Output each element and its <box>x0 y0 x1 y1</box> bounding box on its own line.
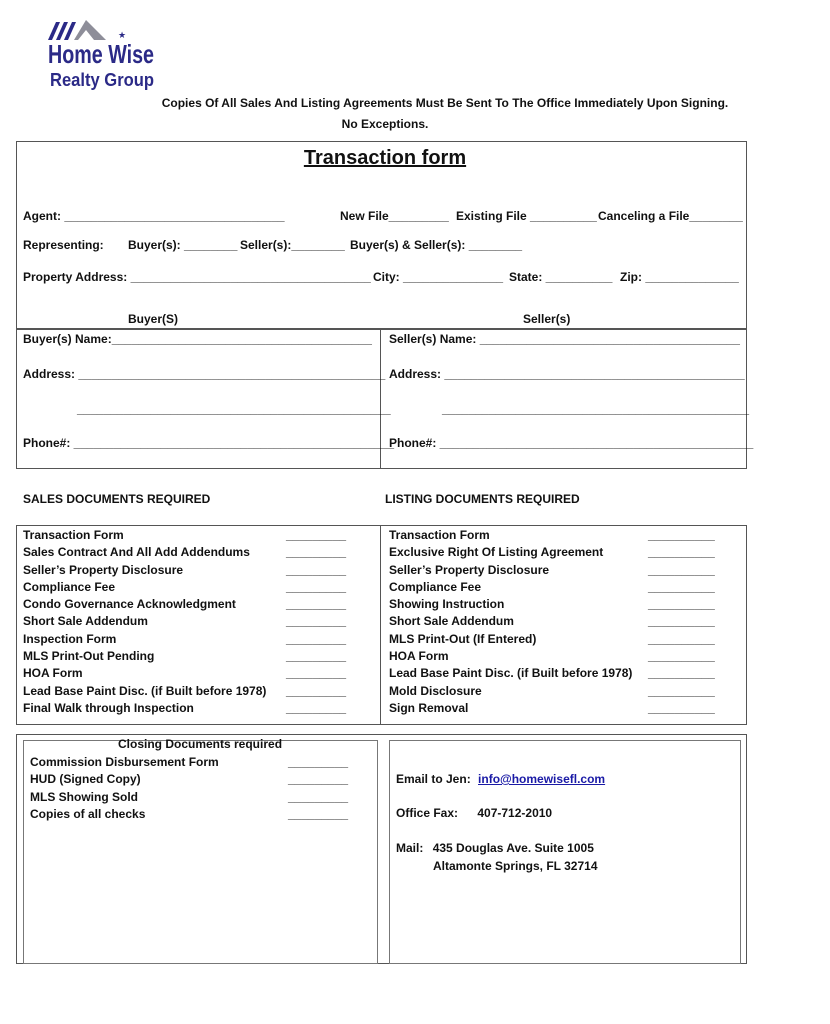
notice-line-2: No Exceptions. <box>341 117 429 131</box>
agent-field[interactable]: Agent: _________________________________ <box>23 209 285 223</box>
list-item: HOA Form <box>389 649 449 664</box>
checkoff-blank[interactable]: _________ <box>286 597 347 612</box>
checkoff-blank[interactable]: __________ <box>648 631 715 646</box>
list-item: Seller’s Property Disclosure <box>23 562 184 577</box>
sales-docs-blanks <box>286 527 346 717</box>
checkoff-blank[interactable]: _________ <box>288 772 349 787</box>
email-label: Email to Jen: <box>396 772 471 786</box>
checkoff-blank[interactable]: _________ <box>286 700 347 715</box>
checkoff-blank[interactable]: _________ <box>286 545 347 560</box>
buyer-name-field[interactable]: Buyer(s) Name:_______________________________________ <box>23 332 372 346</box>
list-item: HUD (Signed Copy) <box>30 772 141 787</box>
seller-phone-field[interactable]: Phone#: _______________________________________________ <box>389 436 754 450</box>
buyer-heading: Buyer(S) <box>128 312 179 326</box>
company-logo <box>48 18 158 94</box>
fax-row <box>396 806 552 820</box>
list-item: Condo Governance Acknowledgment <box>23 597 236 612</box>
representing-both-field[interactable]: Buyer(s) & Seller(s): ________ <box>350 238 523 252</box>
list-item: Copies of all checks <box>30 806 146 821</box>
checkoff-blank[interactable]: __________ <box>648 666 715 681</box>
checkoff-blank[interactable]: _________ <box>286 666 347 681</box>
list-item: Showing Instruction <box>389 597 505 612</box>
checkoff-blank[interactable]: __________ <box>648 700 715 715</box>
checkoff-blank[interactable]: __________ <box>648 528 715 542</box>
closing-docs-heading: Closing Documents required <box>118 737 283 751</box>
city-field[interactable]: City: _______________ <box>373 270 504 284</box>
buyer-address-field[interactable]: Address: ______________________________________________ <box>23 367 386 381</box>
checkoff-blank[interactable]: _________ <box>286 614 347 629</box>
form-title: Transaction form <box>303 147 467 169</box>
notice-line-1: Copies Of All Sales And Listing Agreements Must Be Sent To The Office Immediately Upon Signing. <box>161 96 729 110</box>
sales-docs-heading: SALES DOCUMENTS REQUIRED <box>23 492 211 506</box>
checkoff-blank[interactable]: __________ <box>648 562 715 577</box>
svg-text:Realty Group: Realty Group <box>50 70 154 90</box>
canceling-file-field[interactable]: Canceling a File________ <box>598 209 743 223</box>
fax-label: Office Fax: <box>396 806 459 820</box>
list-item: Mold Disclosure <box>389 683 482 698</box>
checkoff-blank[interactable]: __________ <box>648 579 715 594</box>
mail-address-line1: 435 Douglas Ave. Suite 1005 <box>432 841 594 855</box>
property-address-field[interactable]: Property Address: ____________________________________ <box>23 270 371 284</box>
list-item: Seller’s Property Disclosure <box>389 562 550 577</box>
list-item: Transaction Form <box>389 528 490 542</box>
seller-address-line2[interactable]: ______________________________________________ <box>442 402 749 416</box>
new-file-field[interactable]: New File_________ <box>340 209 449 223</box>
list-item: MLS Print-Out Pending <box>23 649 155 664</box>
checkoff-blank[interactable]: __________ <box>648 614 715 629</box>
list-item: Sales Contract And All Add Addendums <box>23 545 250 560</box>
list-item: Lead Base Paint Disc. (if Built before 1978) <box>389 666 633 681</box>
list-item: Short Sale Addendum <box>389 614 514 629</box>
fax-number: 407-712-2010 <box>477 806 553 820</box>
checkoff-blank[interactable]: _________ <box>288 755 349 769</box>
list-item: Sign Removal <box>389 700 469 715</box>
buyer-address-line2[interactable]: _______________________________________________ <box>77 402 391 416</box>
zip-field[interactable]: Zip: ______________ <box>620 270 739 284</box>
list-item: MLS Showing Sold <box>30 789 138 804</box>
closing-docs-list <box>30 754 219 823</box>
list-item: HOA Form <box>23 666 83 681</box>
checkoff-blank[interactable]: _________ <box>286 528 347 542</box>
sales-docs-list <box>23 527 266 717</box>
mail-address-line2: Altamonte Springs, FL 32714 <box>433 859 598 873</box>
checkoff-blank[interactable]: _________ <box>286 631 347 646</box>
list-item: Compliance Fee <box>389 579 482 594</box>
checkoff-blank[interactable]: __________ <box>648 649 715 664</box>
list-item: Lead Base Paint Disc. (if Built before 1978) <box>23 683 267 698</box>
list-item: Commission Disbursement Form <box>30 755 219 769</box>
seller-name-field[interactable]: Seller(s) Name: _______________________________________ <box>389 332 740 346</box>
documents-divider <box>380 525 381 725</box>
checkoff-blank[interactable]: _________ <box>286 683 347 698</box>
listing-docs-blanks <box>648 527 715 717</box>
svg-text:Home Wise: Home Wise <box>48 39 154 69</box>
listing-docs-heading: LISTING DOCUMENTS REQUIRED <box>385 492 580 506</box>
checkoff-blank[interactable]: _________ <box>288 789 349 804</box>
mail-row <box>396 841 594 855</box>
email-row <box>396 772 605 786</box>
seller-address-field[interactable]: Address: _____________________________________________ <box>389 367 745 381</box>
list-item: Short Sale Addendum <box>23 614 148 629</box>
representing-buyer-field[interactable]: Buyer(s): ________ <box>128 238 238 252</box>
home-wise-logo-graphic <box>48 18 158 94</box>
mail-label: Mail: <box>396 841 424 855</box>
seller-heading: Seller(s) <box>523 312 571 326</box>
checkoff-blank[interactable]: _________ <box>286 649 347 664</box>
representing-seller-field[interactable]: Seller(s):________ <box>240 238 345 252</box>
list-item: MLS Print-Out (If Entered) <box>389 631 537 646</box>
buyer-phone-field[interactable]: Phone#: ________________________________________________ <box>23 436 395 450</box>
list-item: Inspection Form <box>23 631 117 646</box>
checkoff-blank[interactable]: _________ <box>286 579 347 594</box>
list-item: Exclusive Right Of Listing Agreement <box>389 545 604 560</box>
checkoff-blank[interactable]: __________ <box>648 597 715 612</box>
list-item: Final Walk through Inspection <box>23 700 194 715</box>
checkoff-blank[interactable]: __________ <box>648 545 715 560</box>
checkoff-blank[interactable]: _________ <box>288 806 349 821</box>
list-item: Transaction Form <box>23 528 124 542</box>
svg-text:★: ★ <box>118 31 127 41</box>
email-link[interactable]: info@homewisefl.com <box>478 772 606 786</box>
checkoff-blank[interactable]: _________ <box>286 562 347 577</box>
closing-docs-blanks <box>288 754 348 823</box>
representing-label: Representing: <box>23 238 104 252</box>
state-field[interactable]: State: __________ <box>509 270 613 284</box>
checkoff-blank[interactable]: __________ <box>648 683 715 698</box>
existing-file-field[interactable]: Existing File __________ <box>456 209 597 223</box>
listing-docs-list <box>389 527 632 717</box>
list-item: Compliance Fee <box>23 579 116 594</box>
